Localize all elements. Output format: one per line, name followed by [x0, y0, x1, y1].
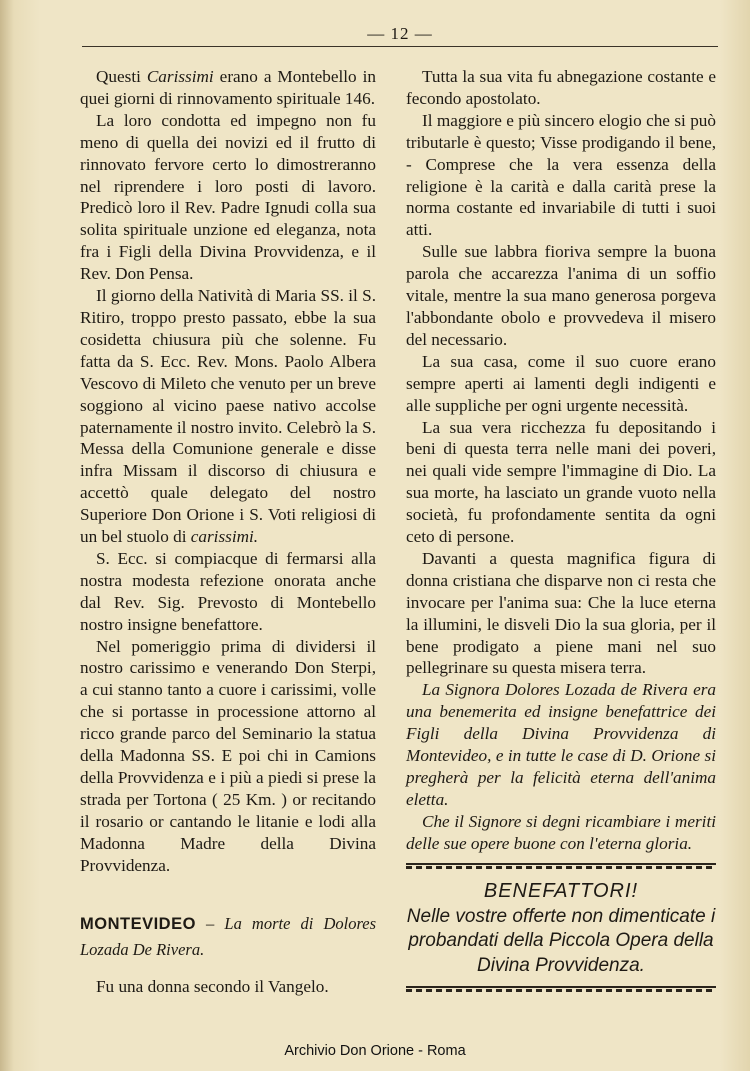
paragraph: Fu una donna secondo il Vangelo.	[96, 976, 329, 996]
benefattori-title: BENEFATTORI!	[483, 879, 639, 902]
paragraph: S. Ecc. si compiacque di fermarsi alla nostra modesta refezione onorata anche dal Rev. Sig. Prevosto di Montebello nostro insigne benefattore.	[80, 548, 376, 634]
decorative-divider	[406, 986, 716, 998]
header-rule	[82, 46, 718, 47]
paragraph: Nel pomeriggio prima di dividersi il nostro carissimo e venerando Don Sterpi, a cui stanno tanto a cuore i carissimi, volle che si portasse in processione attorno al ricco grande parco del Seminario la statua della Madonna SS. E poi chi in Camions della Provvidenza e i più a piedi si prese la strada per Tortona ( 25 Km. ) or recitando il rosario or cantando le litanie e lodi alla Madonna Madre della Divina Provvidenza.	[80, 636, 376, 875]
emphasis-text: La Signora Dolores Lozada de Rivera era una benemerita ed insigne benefattrice dei Figli della Divina Provvidenza di Montevideo, e in tutte le case di D. Orione si pregherà per la felicità eterna dell'anima eletta.	[406, 680, 716, 809]
left-column	[80, 66, 376, 997]
paragraph: La sua vera ricchezza fu depositando i beni di questa terra nelle mani dei poveri, nei quali vide sempre l'immagine di Dio. La sua morte, ha lasciato un grande vuoto nella società, fu profondamente sentita da ogni ceto di persone.	[406, 417, 716, 547]
paragraph: Il maggiore e più sincero elogio che si può tributarle è questo; Visse prodigando il bene, - Comprese che la vera essenza della religione è la carità e dalla carità prese la norma costante ed invariabile di tutti i suoi atti.	[406, 110, 716, 240]
paragraph: Davanti a questa magnifica figura di donna cristiana che disparve non ci resta che invocare per l'anima sua: Che la luce eterna la illumini, le disveli Dio la sua gloria, per il bene prodigato a piene mani nel suo pellegrinare su questa misera terra.	[406, 548, 716, 678]
section-subtitle: La morte di Dolores Lozada De Rivera.	[80, 913, 376, 959]
italic-paragraph	[406, 679, 716, 810]
text: Il giorno della Natività di Maria SS. il S. Ritiro, troppo presto passato, ebbe la sua cosidetta chiusura più che solenne. Fu fatta da S. Ecc. Rev. Mons. Paolo Albera Vescovo di Mileto che venuto per un breve soggiono al vicino paese nativo accolse paternamente il nostro invito. Celebrò la S. Messa della Comunione generale e disse infra Missam il discorso di chiusura e accettò quale delegato del nostro Superiore Don Orione i S. Voti religiosi di un bel stuolo di	[80, 286, 376, 547]
paragraph	[80, 285, 376, 548]
paragraph: La loro condotta ed impegno non fu meno di quella dei novizi ed il frutto di rinnovato fervore certo lo dimostreranno nel riprendere i loro posti di lavoro. Predicò loro il Rev. Padre Ignudi colla sua solita spirituale unzione ed eleganza, nota fra i Figli della Divina Provvidenza, e il Rev. Don Pensa.	[80, 110, 376, 284]
page-number: — 12 —	[367, 24, 433, 43]
benefattori-text: Nelle vostre offerte non dimenticate i probandati della Piccola Opera della Divina Provvidenza.	[406, 905, 716, 976]
paragraph: La sua casa, come il suo cuore erano sempre aperti ai lamenti degli indigenti e alle suppliche per ogni urgente necessità.	[406, 351, 716, 415]
paragraph: Sulle sue labbra fioriva sempre la buona parola che accarezza l'anima di un soffio vitale, mentre la sua mano generosa porgeva l'abbondante obolo e provvedeva il misero del necessario.	[406, 242, 716, 349]
emphasis-text: carissimi.	[190, 527, 259, 547]
decorative-divider	[406, 863, 716, 875]
emphasis-text: Carissimi	[146, 67, 214, 86]
right-column	[406, 66, 716, 1002]
section-dash: –	[195, 913, 225, 933]
italic-paragraph	[406, 811, 716, 855]
page-header	[82, 22, 718, 48]
section-title: MONTEVIDEO	[80, 914, 196, 933]
section-heading	[80, 911, 376, 962]
emphasis-text: Che il Signore si degni ricambiare i meriti delle sue opere buone con l'eterna gloria.	[406, 811, 716, 853]
paragraph	[80, 66, 376, 110]
text: Questi	[96, 67, 147, 86]
paragraph: Tutta la sua vita fu abnegazione costante e fecondo apostolato.	[406, 67, 716, 108]
archive-footer: Archivio Don Orione - Roma	[284, 1043, 466, 1059]
text: erano a Montebello in quei giorni di rinnovamento spirituale 146.	[80, 67, 376, 108]
